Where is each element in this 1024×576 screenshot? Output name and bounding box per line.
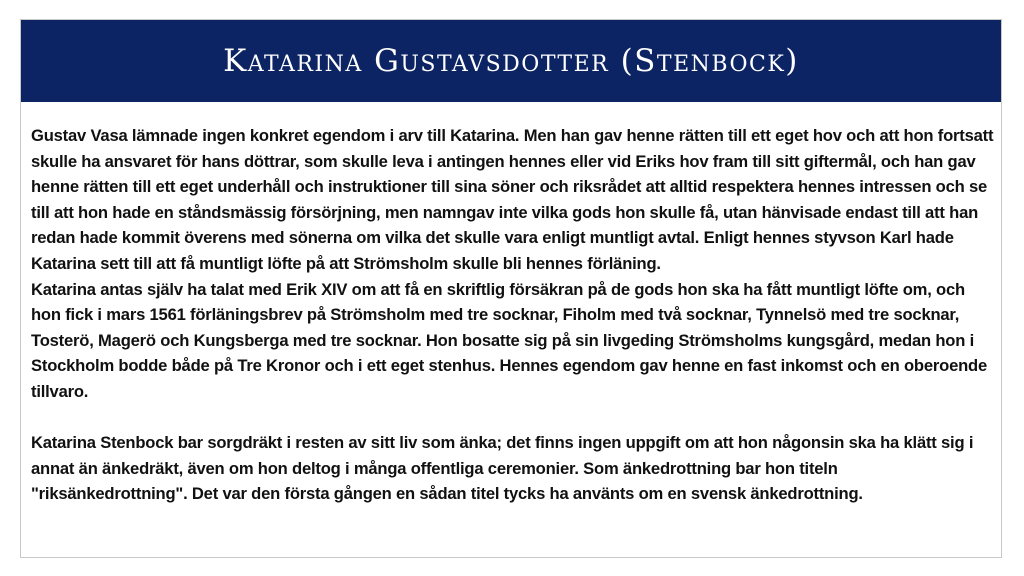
paragraph-2: Katarina antas själv ha talat med Erik XIV om att få en skriftlig försäkran på de gods hon ska ha fått muntligt löfte om, och hon fick i mars 1561 förläningsbrev på Strömsholm med tre socknar, Fiholm med två socknar, Tynnelsö med tre socknar, Tosterö, Magerö och Kungsberga med tre socknar. Hon bosatte sig på sin livgeding Strömsholms kungsgård, medan hon i Stockholm bodde både på Tre Kronor och i ett eget stenhus. Hennes egendom gav henne en fast inkomst och en oberoende tillvaro. bbox=[31, 279, 987, 401]
paragraph-spacer bbox=[31, 405, 997, 431]
slide bbox=[20, 19, 1002, 558]
title-bar bbox=[21, 20, 1001, 102]
slide-body bbox=[31, 123, 997, 507]
slide-title: Katarina Gustavsdotter (Stenbock) bbox=[223, 42, 799, 79]
paragraph-3: Katarina Stenbock bar sorgdräkt i resten av sitt liv som änka; det finns ingen uppgift om att hon någonsin ska ha klätt sig i annat än änkedräkt, även om hon deltog i många offentliga ceremonier. Som änkedrottning bar hon titeln "riksänkedrottning". Det var den första gången en sådan titel tycks ha använts om en svensk änkedrottning. bbox=[31, 433, 974, 504]
paragraph-1: Gustav Vasa lämnade ingen konkret egendom i arv till Katarina. Men han gav henne rätten till ett eget hov och att hon fortsatt skulle ha ansvaret för hans döttrar, som skulle leva i antingen hennes eller vid Eriks hov fram till sitt giftermål, och han gav henne rätten till ett eget underhåll och instruktioner till sina söner och riksrådet att alltid respektera hennes intressen och se till att hon hade en ståndsmässig försörjning, men namngav inte vilka gods hon skulle få, utan hänvisade endast till att han redan hade kommit överens med sönerna om vilka det skulle vara enligt muntligt avtal. Enligt hennes styvson Karl hade Katarina sett till att få muntligt löfte på att Strömsholm skulle bli hennes förläning. bbox=[31, 126, 994, 273]
